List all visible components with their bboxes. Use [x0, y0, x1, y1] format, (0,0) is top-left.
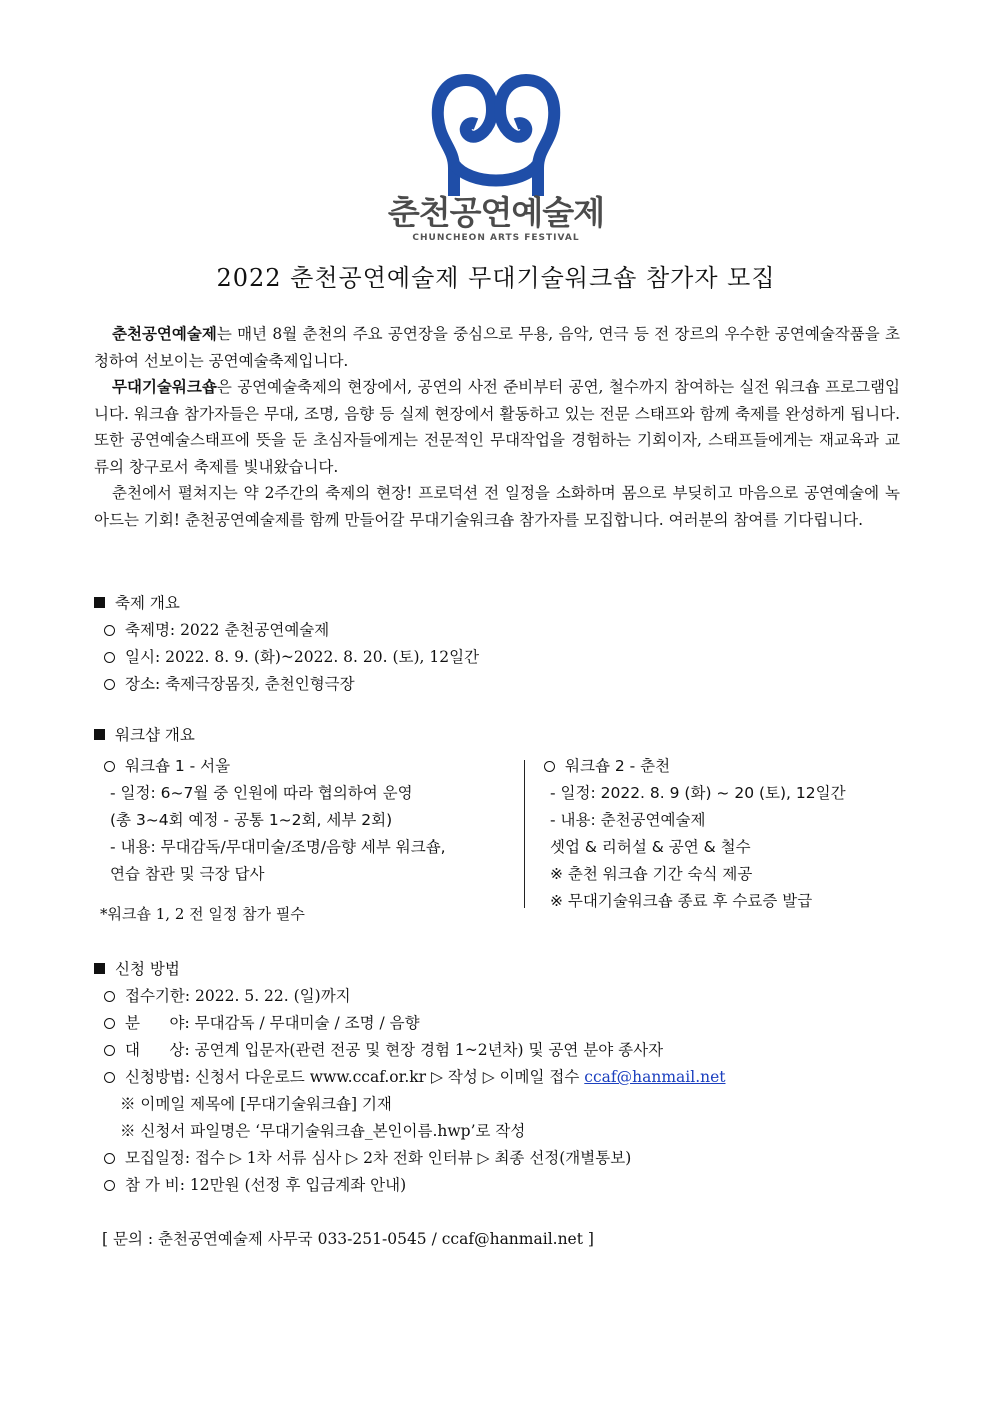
list-item — [104, 644, 479, 671]
apply-fee: 참 가 비: 12만원 (선정 후 입금계좌 안내) — [125, 1176, 407, 1194]
list-item — [104, 1172, 726, 1199]
workshop-2-line: ※ 무대기술워크숍 종료 후 수료증 발급 — [550, 892, 813, 910]
logo-text-english: CHUNCHEON ARTS FESTIVAL — [412, 233, 580, 243]
circle-bullet-icon — [104, 625, 115, 636]
workshop-1-line: - 내용: 무대감독/무대미술/조명/음향 세부 워크숍, — [110, 838, 446, 856]
festival-heading: 축제 개요 — [115, 594, 180, 612]
intro-text-2: 은 공연예술축제의 현장에서, 공연의 사전 준비부터 공연, 철수까지 참여하는 실전 워크숍 프로그램입니다. 워크숍 참가자들은 무대, 조명, 음향 등 실제 현장에서 활동하고 있는 전문 스태프와 함께 축제를 완성하게 됩니다. 또한 공연예술스태프에 뜻을 둔 초심자들에게는 전문적인 무대작업을 경험하는 기회이자, 스태프들에게는 재교육과 교류의 창구로서 축제를 빛내왔습니다. — [94, 378, 900, 476]
circle-bullet-icon — [104, 1045, 115, 1056]
contact-info: [ 문의 : 춘천공연예술제 사무국 033-251-0545 / ccaf@hanmail.net ] — [102, 1230, 594, 1248]
intro-section — [94, 321, 900, 533]
section-heading — [94, 722, 195, 749]
workshop-overview-section — [94, 722, 195, 749]
apply-note: ※ 이메일 제목에 [무대기술워크숍] 기재 — [120, 1095, 392, 1113]
festival-name: 축제명: 2022 춘천공연예술제 — [125, 621, 330, 639]
page-title: 2022 춘천공연예술제 무대기술워크숍 참가자 모집 — [216, 264, 776, 292]
circle-bullet-icon — [104, 652, 115, 663]
square-bullet-icon — [94, 729, 105, 740]
workshop-2-title: 워크숍 2 - 춘천 — [544, 753, 846, 780]
application-section — [94, 956, 726, 1199]
list-item — [104, 1145, 726, 1172]
workshop-2-line: - 내용: 춘천공연예술제 — [550, 811, 706, 829]
workshop-1-line: - 일정: 6~7월 중 인원에 따라 협의하여 운영 — [110, 784, 413, 802]
apply-field: 분 야: 무대감독 / 무대미술 / 조명 / 음향 — [125, 1014, 420, 1032]
workshop-note: *워크숍 1, 2 전 일정 참가 필수 — [100, 905, 305, 923]
workshop-2-line: ※ 춘천 워크숍 기간 숙식 제공 — [550, 865, 753, 883]
circle-bullet-icon — [104, 1153, 115, 1164]
workshop-1-line: (총 3~4회 예정 - 공통 1~2회, 세부 2회) — [110, 811, 393, 829]
workshop-1-title: 워크숍 1 - 서울 — [104, 753, 446, 780]
logo-text-korean: 춘천공연예술제 — [387, 193, 605, 232]
list-item — [104, 671, 479, 698]
logo-mark-icon — [426, 68, 566, 196]
section-heading — [94, 956, 726, 983]
list-item — [104, 983, 726, 1010]
intro-bold-workshop: 무대기술워크숍 — [112, 377, 217, 396]
workshop-2-column — [544, 753, 846, 915]
intro-paragraph-2 — [94, 374, 900, 480]
workshop-2-line: 셋업 & 리허설 & 공연 & 철수 — [550, 838, 751, 856]
list-item — [104, 617, 479, 644]
email-link[interactable]: ccaf@hanmail.net — [584, 1068, 726, 1086]
festival-venue: 장소: 축제극장몸짓, 춘천인형극장 — [125, 675, 355, 693]
workshop-heading: 워크샵 개요 — [115, 726, 195, 744]
section-heading — [94, 590, 479, 617]
column-divider — [524, 760, 525, 908]
festival-dates: 일시: 2022. 8. 9. (화)~2022. 8. 20. (토), 12일간 — [125, 648, 480, 666]
workshop-2-line: - 일정: 2022. 8. 9 (화) ~ 20 (토), 12일간 — [550, 784, 846, 802]
circle-bullet-icon — [104, 1018, 115, 1029]
list-item — [104, 1064, 726, 1091]
circle-bullet-icon — [544, 761, 555, 772]
circle-bullet-icon — [104, 1072, 115, 1083]
apply-target: 대 상: 공연계 입문자(관련 전공 및 현장 경험 1~2년차) 및 공연 분야 종사자 — [125, 1041, 664, 1059]
apply-schedule: 모집일정: 접수 ▷ 1차 서류 심사 ▷ 2차 전화 인터뷰 ▷ 최종 선정(개별통보) — [125, 1149, 632, 1167]
apply-note: ※ 신청서 파일명은 ‘무대기술워크숍_본인이름.hwp’로 작성 — [120, 1122, 526, 1140]
festival-overview-section — [94, 590, 479, 698]
apply-deadline: 접수기한: 2022. 5. 22. (일)까지 — [125, 987, 351, 1005]
festival-logo — [380, 68, 612, 250]
square-bullet-icon — [94, 597, 105, 608]
circle-bullet-icon — [104, 1180, 115, 1191]
circle-bullet-icon — [104, 761, 115, 772]
intro-text-1: 는 매년 8월 춘천의 주요 공연장을 중심으로 무용, 음악, 연극 등 전 장르의 우수한 공연예술작품을 초청하여 선보이는 공연예술축제입니다. — [94, 325, 900, 370]
apply-heading: 신청 방법 — [115, 960, 180, 978]
workshop-1-line: 연습 참관 및 극장 답사 — [110, 865, 265, 883]
workshop-1-column — [104, 753, 446, 888]
circle-bullet-icon — [104, 991, 115, 1002]
apply-method: 신청방법: 신청서 다운로드 www.ccaf.or.kr ▷ 작성 ▷ 이메일 접수 — [125, 1068, 585, 1086]
intro-paragraph-1 — [94, 321, 900, 374]
square-bullet-icon — [94, 963, 105, 974]
list-item — [104, 1037, 726, 1064]
list-item — [104, 1010, 726, 1037]
intro-bold-festival: 춘천공연예술제 — [112, 324, 217, 343]
circle-bullet-icon — [104, 679, 115, 690]
intro-paragraph-3: 춘천에서 펼쳐지는 약 2주간의 축제의 현장! 프로덕션 전 일정을 소화하며 몸으로 부딪히고 마음으로 공연예술에 녹아드는 기회! 춘천공연예술제를 함께 만들어갈 무대기술워크숍 참가자를 모집합니다. 여러분의 참여를 기다립니다. — [94, 484, 900, 529]
